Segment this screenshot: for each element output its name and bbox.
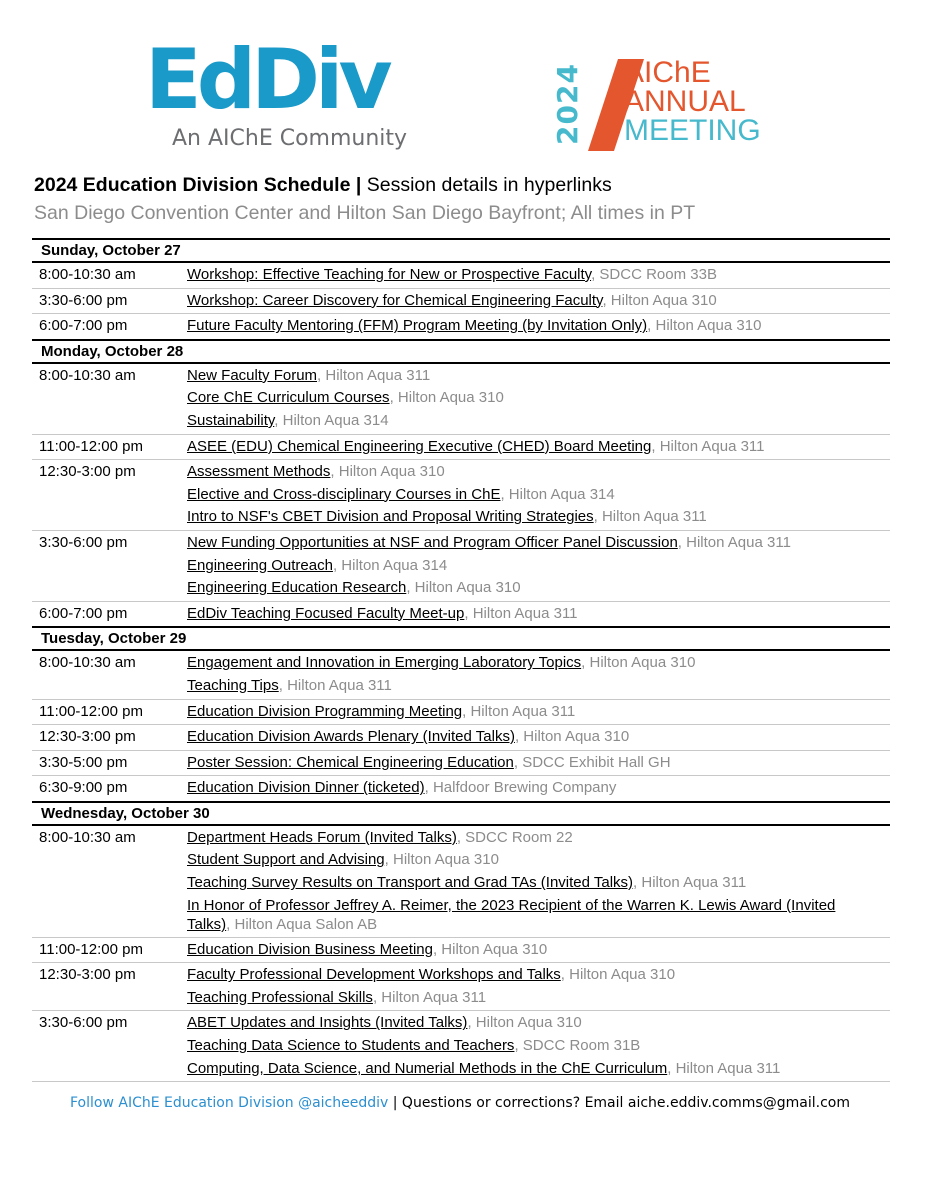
- aiche-annual-meeting-logo: [540, 55, 780, 155]
- page-title: [34, 173, 612, 197]
- footer-follow-link[interactable]: Follow AIChE Education Division @aicheeddiv: [70, 1095, 389, 1111]
- session-list: [187, 1012, 890, 1080]
- page-title-note: Session details in hyperlinks: [366, 174, 612, 196]
- session-list: [187, 652, 890, 697]
- time-slot-row: [32, 826, 890, 938]
- session-item: [187, 652, 890, 675]
- day-header: Wednesday, October 30: [32, 801, 890, 826]
- session-item: [187, 939, 890, 962]
- page-title-main: 2024 Education Division Schedule: [34, 174, 351, 196]
- slot-time: 12:30-3:00 pm: [39, 966, 136, 984]
- slot-time: 3:30-5:00 pm: [39, 753, 128, 771]
- slot-time: 11:00-12:00 pm: [39, 940, 143, 958]
- day-header: Monday, October 28: [32, 339, 890, 364]
- session-link[interactable]: ABET Updates and Insights (Invited Talks): [187, 1014, 468, 1032]
- session-location: , Hilton Aqua 311: [462, 702, 576, 720]
- session-list: [187, 315, 890, 338]
- session-item: [187, 777, 890, 800]
- page-title-separator: |: [350, 174, 367, 196]
- slot-time: 8:00-10:30 am: [39, 266, 136, 283]
- session-link[interactable]: New Faculty Forum: [187, 366, 318, 384]
- session-item: [187, 290, 890, 313]
- slot-time: 3:30-6:00 pm: [39, 1014, 128, 1032]
- session-item: [187, 577, 890, 600]
- session-item: [187, 895, 867, 936]
- session-location: , Hilton Aqua 310: [384, 851, 499, 869]
- aiche-logo-line3: MEETING: [624, 114, 761, 147]
- time-slot-row: [32, 725, 890, 751]
- session-location: , Hilton Aqua 311: [677, 533, 791, 551]
- session-item: [187, 410, 890, 433]
- session-location: , Hilton Aqua 314: [500, 485, 615, 503]
- time-slot-row: [32, 602, 890, 627]
- session-location: , Hilton Aqua 310: [581, 654, 696, 672]
- session-link[interactable]: Computing, Data Science, and Numerial Methods in the ChE Curriculum: [187, 1059, 668, 1077]
- session-item: [187, 987, 890, 1010]
- session-item: [187, 1058, 890, 1081]
- session-link[interactable]: Teaching Professional Skills: [187, 988, 373, 1006]
- time-slot-row: [32, 263, 890, 289]
- session-list: [187, 939, 890, 962]
- slot-time: 3:30-6:00 pm: [39, 533, 128, 551]
- session-link[interactable]: Core ChE Curriculum Courses: [187, 389, 390, 407]
- session-location: , Hilton Aqua 311: [593, 508, 707, 526]
- slot-time: 11:00-12:00 pm: [39, 702, 143, 720]
- session-item: [187, 827, 890, 850]
- session-location: , Hilton Aqua 310: [432, 940, 548, 958]
- session-link[interactable]: Engagement and Innovation in Emerging Laboratory Topics: [187, 654, 582, 672]
- session-link[interactable]: In Honor of Professor Jeffrey A. Reimer, the 2023 Recipient of the Warren K. Lewis Award (Invited Talks): [187, 896, 836, 934]
- footer-separator: |: [388, 1095, 402, 1111]
- eddiv-logo-subtitle: An AIChE Community: [172, 126, 408, 151]
- session-link[interactable]: Future Faculty Mentoring (FFM) Program Meeting (by Invitation Only): [187, 317, 648, 335]
- aiche-logo-year: 2024: [551, 63, 584, 145]
- session-list: [187, 964, 890, 1009]
- time-slot-row: [32, 289, 890, 315]
- time-slot-row: [32, 314, 890, 339]
- session-link[interactable]: Poster Session: Chemical Engineering Education: [187, 753, 514, 771]
- session-link[interactable]: Teaching Survey Results on Transport and Grad TAs (Invited Talks): [187, 874, 634, 892]
- session-location: , SDCC Room 22: [456, 828, 573, 846]
- session-item: [187, 1012, 890, 1035]
- aiche-logo-line1: AIChE: [624, 56, 711, 89]
- session-location: , Hilton Aqua 311: [278, 676, 392, 694]
- time-slot-row: [32, 700, 890, 726]
- session-list: [187, 436, 890, 459]
- session-location: , Hilton Aqua 311: [667, 1059, 781, 1077]
- session-list: [187, 701, 890, 724]
- session-item: [187, 726, 890, 749]
- session-link[interactable]: Workshop: Effective Teaching for New or Prospective Faculty: [187, 266, 592, 283]
- session-item: [187, 461, 890, 484]
- session-item: [187, 365, 890, 388]
- session-link[interactable]: Student Support and Advising: [187, 851, 385, 869]
- session-item: [187, 1035, 890, 1058]
- session-location: , Hilton Aqua 311: [651, 437, 765, 455]
- time-slot-row: [32, 435, 890, 461]
- slot-time: 11:00-12:00 pm: [39, 437, 143, 455]
- eddiv-logo: [145, 31, 415, 158]
- slot-time: 8:00-10:30 am: [39, 366, 136, 384]
- session-list: [187, 290, 890, 313]
- session-location: , SDCC Room 33B: [591, 266, 717, 283]
- time-slot-row: [32, 963, 890, 1011]
- session-item: [187, 436, 890, 459]
- session-link[interactable]: Education Division Business Meeting: [187, 940, 433, 958]
- page-subtitle: San Diego Convention Center and Hilton San Diego Bayfront; All times in PT: [34, 202, 696, 224]
- session-location: , Hilton Aqua 310: [406, 579, 521, 597]
- session-item: [187, 675, 890, 698]
- session-location: , Hilton Aqua 314: [332, 556, 448, 574]
- session-link[interactable]: ASEE (EDU) Chemical Engineering Executive (CHED) Board Meeting: [187, 437, 652, 455]
- session-list: [187, 532, 890, 600]
- session-link[interactable]: Teaching Data Science to Students and Teachers: [187, 1037, 515, 1055]
- session-item: [187, 603, 890, 626]
- session-item: [187, 849, 890, 872]
- slot-time: 6:00-7:00 pm: [39, 604, 128, 622]
- session-item: [187, 701, 890, 724]
- session-location: , Halfdoor Brewing Company: [424, 779, 617, 797]
- session-link[interactable]: Assessment Methods: [187, 463, 331, 481]
- session-link[interactable]: EdDiv Teaching Focused Faculty Meet-up: [187, 604, 465, 622]
- slot-time: 8:00-10:30 am: [39, 654, 136, 672]
- session-location: , Hilton Aqua 310: [560, 966, 676, 984]
- time-slot-row: [32, 776, 890, 801]
- slot-time: 12:30-3:00 pm: [39, 463, 136, 481]
- time-slot-row: [32, 531, 890, 602]
- time-slot-row: [32, 364, 890, 435]
- time-slot-row: [32, 460, 890, 531]
- session-location: , Hilton Aqua 310: [602, 291, 717, 309]
- session-link[interactable]: Intro to NSF's CBET Division and Proposal Writing Strategies: [187, 508, 594, 526]
- session-location: , SDCC Room 31B: [514, 1037, 641, 1055]
- session-link[interactable]: Elective and Cross-disciplinary Courses in ChE: [187, 485, 501, 503]
- schedule-table: [32, 238, 890, 1082]
- session-link[interactable]: New Funding Opportunities at NSF and Program Officer Panel Discussion: [187, 533, 678, 551]
- session-list: [187, 752, 890, 775]
- time-slot-row: [32, 938, 890, 964]
- time-slot-row: [32, 751, 890, 777]
- session-item: [187, 872, 890, 895]
- slot-time: 6:00-7:00 pm: [39, 317, 128, 335]
- day-header: Tuesday, October 29: [32, 626, 890, 651]
- session-link[interactable]: Engineering Education Research: [187, 579, 407, 597]
- session-item: [187, 532, 890, 555]
- session-location: , Hilton Aqua 310: [467, 1014, 582, 1032]
- session-item: [187, 752, 890, 775]
- session-link[interactable]: Sustainability: [187, 411, 275, 429]
- session-location: , Hilton Aqua 310: [330, 463, 445, 481]
- session-list: [187, 777, 890, 800]
- session-link[interactable]: Education Division Dinner (ticketed): [187, 779, 425, 797]
- slot-time: 8:00-10:30 am: [39, 828, 136, 846]
- session-item: [187, 506, 890, 529]
- session-item: [187, 555, 890, 578]
- time-slot-row: [32, 651, 890, 699]
- session-list: [187, 827, 890, 936]
- footer-contact: Questions or corrections? Email aiche.eddiv.comms@gmail.com: [401, 1095, 850, 1111]
- footer: [70, 1093, 850, 1113]
- session-location: , Hilton Aqua 311: [317, 366, 431, 384]
- aiche-logo-line2: ANNUAL: [624, 85, 746, 118]
- session-location: , Hilton Aqua 311: [372, 988, 487, 1006]
- session-link[interactable]: Teaching Tips: [187, 676, 279, 694]
- session-location: , SDCC Exhibit Hall GH: [513, 753, 671, 771]
- session-item: [187, 484, 890, 507]
- session-list: [187, 726, 890, 749]
- session-link[interactable]: Education Division Awards Plenary (Invited Talks): [187, 728, 515, 746]
- eddiv-logo-wordmark: EdDiv: [145, 31, 388, 128]
- session-list: [187, 603, 890, 626]
- session-location: , Hilton Aqua 310: [514, 728, 630, 746]
- session-item: [187, 315, 890, 338]
- session-link[interactable]: Workshop: Career Discovery for Chemical Engineering Faculty: [187, 291, 603, 309]
- session-location: , Hilton Aqua 310: [389, 389, 504, 407]
- session-location: , Hilton Aqua Salon AB: [226, 916, 378, 934]
- session-list: [187, 365, 890, 433]
- session-link[interactable]: Engineering Outreach: [187, 556, 333, 574]
- day-header: Sunday, October 27: [32, 238, 890, 263]
- session-location: , Hilton Aqua 310: [647, 317, 762, 335]
- session-link[interactable]: Faculty Professional Development Workshops and Talks: [187, 966, 561, 984]
- slot-time: 6:30-9:00 pm: [39, 779, 128, 797]
- time-slot-row: [32, 1011, 890, 1081]
- schedule-end-rule: [32, 1081, 890, 1082]
- session-list: [187, 461, 890, 529]
- session-link[interactable]: Department Heads Forum (Invited Talks): [187, 828, 457, 846]
- session-item: [187, 387, 890, 410]
- session-location: , Hilton Aqua 311: [464, 604, 578, 622]
- session-list: [187, 264, 890, 287]
- session-item: [187, 964, 890, 987]
- session-location: , Hilton Aqua 311: [633, 874, 747, 892]
- slot-time: 3:30-6:00 pm: [39, 291, 128, 309]
- session-item: [187, 264, 890, 287]
- slot-time: 12:30-3:00 pm: [39, 728, 136, 746]
- session-location: , Hilton Aqua 314: [274, 411, 389, 429]
- session-link[interactable]: Education Division Programming Meeting: [187, 702, 463, 720]
